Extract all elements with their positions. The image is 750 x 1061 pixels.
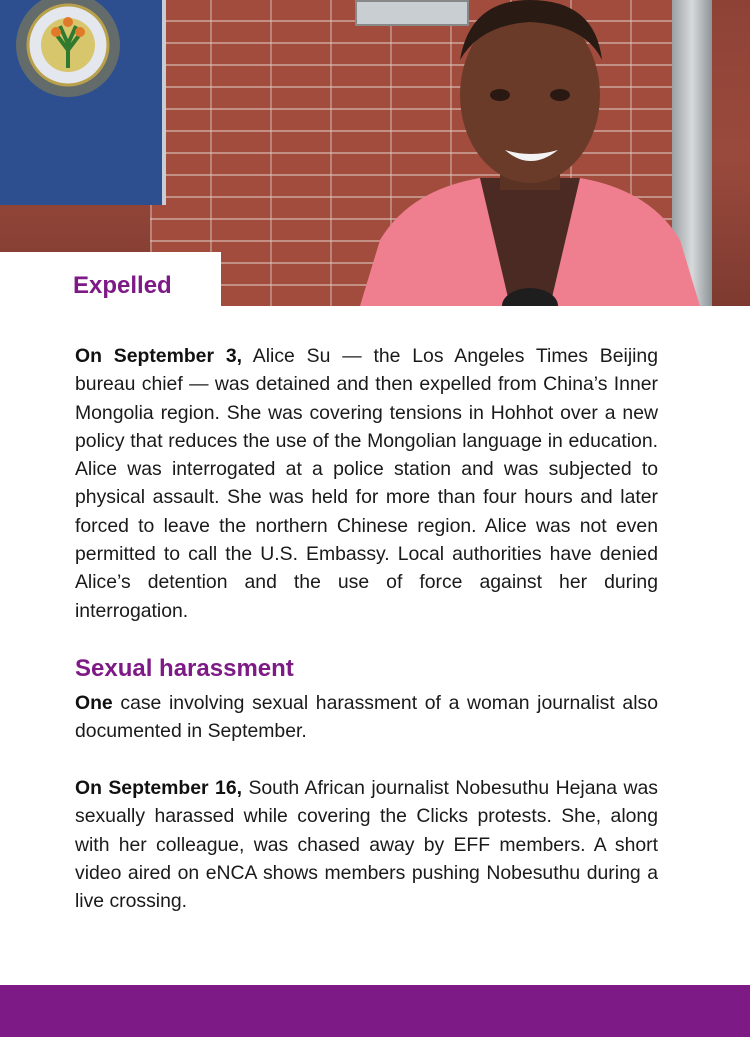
police-emblem-icon — [8, 0, 128, 120]
expelled-paragraph — [75, 342, 658, 625]
police-sign — [0, 0, 166, 205]
harassment-case-paragraph — [75, 774, 658, 915]
section-label-box — [0, 252, 221, 306]
news-photo — [0, 0, 750, 306]
footer-bar — [0, 985, 750, 1037]
harassment-summary-body: case involving sexual harassment of a woman journalist also documented in September. — [75, 692, 658, 743]
harassment-case-lead: On September 16, — [75, 777, 243, 799]
harassment-summary-lead: One — [75, 692, 113, 714]
harassment-case-body: South African journalist Nobesuthu Hejana was sexually harassed while covering the Clicks protests. She, along with her colleague, was chased away by EFF members. A short video aired on eNCA shows members pushing Nobesuthu during a live crossing. — [75, 777, 658, 913]
harassment-heading: Sexual harassment — [75, 655, 294, 682]
harassment-summary — [75, 689, 658, 746]
reporter-figure — [340, 0, 720, 306]
expelled-heading: Expelled — [73, 272, 172, 299]
expelled-lead: On September 3, — [75, 345, 243, 367]
expelled-body: Alice Su — the Los Angeles Times Beijing bureau chief — was detained and then expelled from China’s Inner Mongolia region. She was covering tensions in Hohhot over a new policy that reduces the use of the Mongolian language in education. Alice was interrogated at a police station and was subjected to physical assault. She was held for more than four hours and later forced to leave the northern Chinese region. Alice was not even permitted to call the U.S. Embassy. Local authorities have denied Alice’s detention and the use of force against her during interrogation. — [75, 345, 659, 622]
